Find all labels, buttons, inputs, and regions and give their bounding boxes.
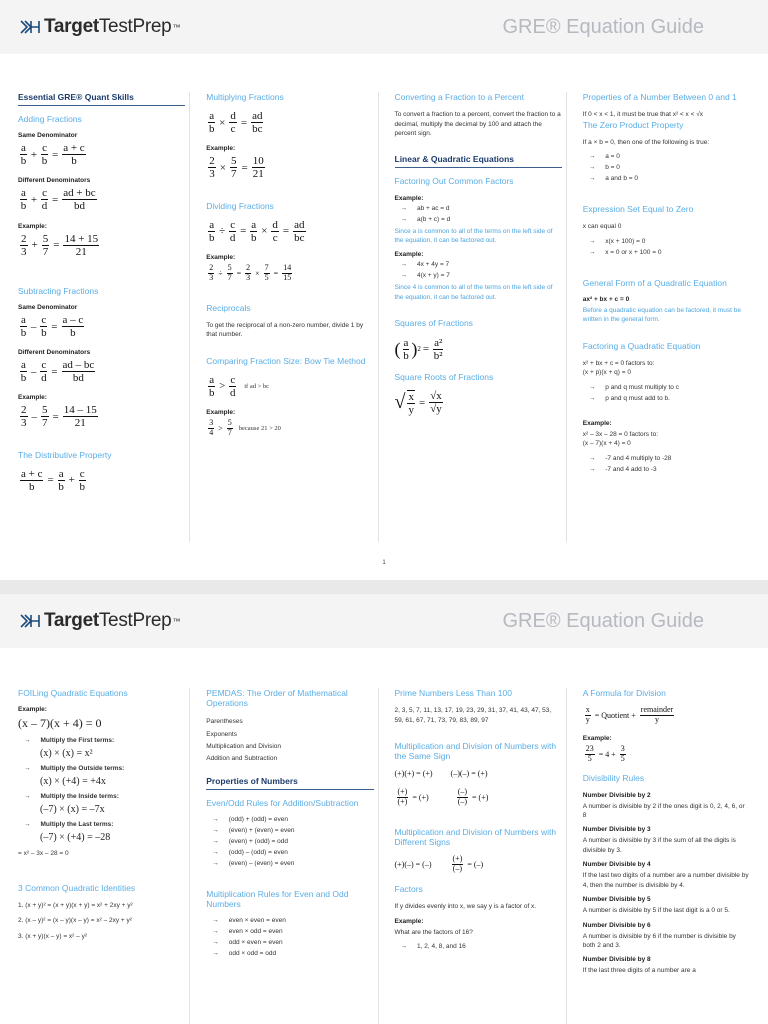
subheading: Multiplication and Division of Numbers with Different Signs xyxy=(394,827,557,848)
column-2: Multiplying Fractions $\frac{a}{b}$ × $\frac{d}{c}$ = $\frac{ad}{bc}$ Example: $\frac{2}{3}$ × $\frac{5}{7}$ = $\frac{10}{21}$ Dividing Fractions $\frac{a}{b}$ ÷ $\frac{c}{d}$ = $\frac{a}{b}$ × $\frac{d}{c}$ = $\frac{ad}{bc}$ Example: $\frac{2}{3}$ ÷ $\frac{5}{7}$ = $\frac{2}{3}$ × $\frac{7}{5}$ = $\frac{14}{15}$ Reciprocals To get the reciprocal of a non-zero number, divide 1 by that number. Comparing Fraction Size: Bow Tie Method $\frac{a}{b}$ > $\frac{c}{d}$ if ad > bc Example: $\frac{3}{4}$ > $\frac{5}{7}$ because 21 > 20 xyxy=(190,92,378,542)
equation: (+)(+) = (+) (–)(–) = (+) xyxy=(394,769,488,779)
equation: $\frac{a}{b}$ > $\frac{c}{d}$ if ad > bc xyxy=(208,373,270,399)
guide-title: GRE® Equation Guide xyxy=(502,15,704,38)
brand-logo[interactable]: Target TestPrep ™ xyxy=(20,610,180,632)
column-1: FOILing Quadratic Equations Example: (x – 7)(x + 4) = 0 → Multiply the First terms: (x) × (x) = x² → Multiply the Outside terms: (x) × (+4) = +4x → Multiply the Inside terms: (–7) × (x) = –7x → Multiply the Last terms: (–7) × (+4) = –28 = x² – 3x – 28 = 0 3 Common Quadratic Identities 1. (x + y)² = (x + y)(x + y) = x² + 2xy + y² 2. (x – y)² = (x – y)(x – y) = x² – 2xy + y² 3. (x + y)(x – y) = x² – y² xyxy=(14,688,190,1024)
subheading: FOILing Quadratic Equations xyxy=(18,688,128,698)
target-logo-icon xyxy=(20,614,40,628)
equation: $\frac{2}{3}$ + $\frac{5}{7}$ = $\frac{14 + 15}{21}$ xyxy=(21,232,99,258)
subheading: A Formula for Division xyxy=(582,688,666,698)
subheading: Divisibility Rules xyxy=(582,773,645,784)
equation: $\frac{a}{b}$ – $\frac{c}{b}$ = $\frac{a - c}{b}$ xyxy=(20,313,84,340)
equation: (+)(–) = (–) $\frac{(+)}{(-)}$ = (–) xyxy=(394,854,484,874)
brand-bold: Target xyxy=(44,610,99,631)
subheading: Square Roots of Fractions xyxy=(394,371,494,382)
section-title: Properties of Numbers xyxy=(206,776,373,790)
brand-bold: Target xyxy=(44,16,99,37)
pemdas-list: Parentheses Exponents Multiplication and Division Addition and Subtraction xyxy=(206,718,282,763)
subheading: Prime Numbers Less Than 100 xyxy=(394,688,512,698)
brand-logo[interactable]: Target TestPrep ™ xyxy=(20,16,180,38)
section-title: Essential GRE® Quant Skills xyxy=(18,92,185,106)
page-header xyxy=(0,594,768,648)
equation: $\frac{a}{b}$ + $\frac{c}{d}$ = $\frac{ad + bc}{bd}$ xyxy=(20,187,96,213)
equation: $\frac{2}{3}$ ÷ $\frac{5}{7}$ = $\frac{2}{3}$ × $\frac{7}{5}$ = $\frac{14}{15}$ xyxy=(209,262,292,282)
subheading: Factoring a Quadratic Equation xyxy=(582,340,701,351)
subheading: 3 Common Quadratic Identities xyxy=(18,882,136,893)
equation: $\frac{(+)}{(+)}$ = (+) $\frac{(-)}{(-)}$ = (+) xyxy=(397,787,489,807)
page-number: 1 xyxy=(382,560,386,566)
page-header xyxy=(0,0,768,54)
column-3: Prime Numbers Less Than 100 2, 3, 5, 7, 11, 13, 17, 19, 23, 29, 31, 37, 41, 43, 47, 53, 59, 61, 67, 71, 73, 79, 83, 89, 97 Multiplication and Division of Numbers with the Same Sign (+)(+) = (+) (–)(–) = (+) $\frac{(+)}{(+)}$ = (+) $\frac{(-)}{(-)}$ = (+) Multiplication and Division of Numbers with Different Signs (+)(–) = (–) $\frac{(+)}{(-)}$ = (–) Factors If y divides evenly into x, we say y is a factor of x. Example: What are the factors of 16? → 1, 2, 4, 8, and 16 xyxy=(379,688,567,1024)
subheading: General Form of a Quadratic Equation xyxy=(582,277,727,288)
subheading: Expression Set Equal to Zero xyxy=(582,204,694,215)
subheading: PEMDAS: The Order of Mathematical Operations xyxy=(206,688,348,709)
subheading: Subtracting Fractions xyxy=(18,285,99,296)
subheading: The Distributive Property xyxy=(18,449,112,460)
target-logo-icon xyxy=(20,20,40,34)
equation: √ $\frac{x}{y}$ = $\frac{√x}{√y}$ xyxy=(394,390,442,416)
column-4: Properties of a Number Between 0 and 1 If 0 < x < 1, it must be true that x² < x < √x The Zero Product Property If a × b = 0, then one of the following is true: → a = 0 → b = 0 → a and b = 0 Expression Set Equal to Zero x can equal 0 → x(x + 100) = 0 → x = 0 or x + 100 = 0 General Form of a Quadratic Equation ax² + bx + c = 0 Before a quadratic equation can be factored, it must be written in the general form. Factoring a Quadratic Equation x² + bx + c = 0 factors to: (x + p)(x + q) = 0 → p and q must multiply to c → p and q must add to b. Example: x² – 3x – 28 = 0 factors to: (x – 7)(x + 4) = 0 → -7 and 4 multiply to -28 → -7 and 4 add to -3 xyxy=(567,92,754,542)
equation: $\frac{x}{y}$ = Quotient + $\frac{\text{remainder}}{y}$ xyxy=(585,705,674,724)
equation: $\frac{a}{b}$ × $\frac{d}{c}$ = $\frac{ad}{bc}$ xyxy=(208,110,263,136)
page-2 xyxy=(0,594,768,1024)
equation: $\frac{3}{4}$ > $\frac{5}{7}$ because 21 > 20 xyxy=(209,417,281,437)
brand-light: TestPrep xyxy=(98,16,172,37)
column-4: A Formula for Division $\frac{x}{y}$ = Quotient + $\frac{\text{remainder}}{y}$ Example: $\frac{23}{5}$ = 4 + $\frac{3}{5}$ Divisibility Rules Number Divisible by 2 A number is divisible by 2 if the ones digit is 0, 2, 4, 6, or 8 Number Divisible by 3 A number is divisible by 3 if the sum of all the digits is divisible by 3. Number Divisible by 4 If the last two digits of a number are a number divisible by 4, then the number is divisible by 4. Number Divisible by 5 A number is divisible by 5 if the last digit is a 0 or 5. Number Divisible by 6 A number is divisible by 6 if the number is divisible by both 2 and 3. Number Divisible by 8 If the last three digits of a number are a xyxy=(582,688,749,975)
column-1: Essential GRE® Quant Skills Adding Fractions Same Denominator $\frac{a}{b}$ + $\frac{c}{b}$ = $\frac{a + c}{b}$ Different Denominators $\frac{a}{b}$ + $\frac{c}{d}$ = $\frac{ad + bc}{bd}$ Example: $\frac{2}{3}$ + $\frac{5}{7}$ = $\frac{14 + 15}{21}$ Subtracting Fractions Same Denominator $\frac{a}{b}$ – $\frac{c}{b}$ = $\frac{a - c}{b}$ Different Denominators $\frac{a}{b}$ – $\frac{c}{d}$ = $\frac{ad - bc}{bd}$ Example: $\frac{2}{3}$ – $\frac{5}{7}$ = $\frac{14 - 15}{21}$ The Distributive Property $\frac{a + c}{b}$ = $\frac{a}{b}$ + $\frac{c}{b}$ xyxy=(14,92,190,542)
subheading: Factoring Out Common Factors xyxy=(394,176,514,187)
equation: $\frac{a + c}{b}$ = $\frac{a}{b}$ + $\frac{c}{b}$ xyxy=(21,467,85,493)
subheading: The Zero Product Property xyxy=(582,119,684,130)
section-title: Linear & Quadratic Equations xyxy=(395,154,562,168)
subheading: Reciprocals xyxy=(206,302,251,313)
equation: ( $\frac{a}{b}$ ) 2 = $\frac{\text{a²}}{\text{b²}}$ xyxy=(394,336,443,362)
subheading: Multiplication and Division of Numbers with the Same Sign xyxy=(394,741,557,762)
subheading: Multiplication Rules for Even and Odd Numbers xyxy=(206,888,349,910)
subheading: Dividing Fractions xyxy=(206,200,274,211)
equation: $\frac{a}{b}$ + $\frac{c}{b}$ = $\frac{a + c}{b}$ xyxy=(20,142,85,168)
equation: $\frac{2}{3}$ – $\frac{5}{7}$ = $\frac{14 - 15}{21}$ xyxy=(21,404,97,430)
subheading: Converting a Fraction to a Percent xyxy=(394,92,524,102)
subheading: Factors xyxy=(394,883,423,894)
subheading: Adding Fractions xyxy=(18,114,82,124)
equation: $\frac{a}{b}$ ÷ $\frac{c}{d}$ = $\frac{a}{b}$ × $\frac{d}{c}$ = $\frac{ad}{bc}$ xyxy=(208,218,305,244)
subheading: Even/Odd Rules for Addition/Subtraction xyxy=(206,797,359,808)
equation: $\frac{23}{5}$ = 4 + $\frac{3}{5}$ xyxy=(585,743,625,763)
subheading: Multiplying Fractions xyxy=(206,92,284,102)
guide-title: GRE® Equation Guide xyxy=(502,609,704,632)
equation: $\frac{2}{3}$ × $\frac{5}{7}$ = $\frac{10}{21}$ xyxy=(209,155,264,181)
brand-light: TestPrep xyxy=(98,610,172,631)
column-3: Converting a Fraction to a Percent To convert a fraction to a percent, convert the fraction to a decimal, multiply the decimal by 100 and attach the percent sign. Linear & Quadratic Equations Factoring Out Common Factors Example: → ab + ac = d → a(b + c) = d Since a is common to all of the terms on the left side of the equation, it can be factored out. Example: → 4x + 4y = 7 → 4(x + y) = 7 Since 4 is common to all of the terms on the left side of the equation, it can be factored out. Squares of Fractions ( $\frac{a}{b}$ ) 2 = $\frac{\text{a²}}{\text{b²}}$ Square Roots of Fractions √ $\frac{x}{y}$ = $\frac{√x}{√y}$ xyxy=(379,92,567,542)
subheading: Comparing Fraction Size: Bow Tie Method xyxy=(206,355,366,366)
subheading: Squares of Fractions xyxy=(394,318,473,329)
column-2: PEMDAS: The Order of Mathematical Operations Parentheses Exponents Multiplication and Division Addition and Subtraction Properties of Numbers Even/Odd Rules for Addition/Subtraction → (odd) + (odd) = even → (even) + (even) = even → (even) + (odd) = odd → (odd) – (odd) = even → (even) – (even) = even Multiplication Rules for Even and Odd Numbers → even × even = even → even × odd = even → odd × even = even → odd × odd = odd xyxy=(190,688,378,1024)
equation: $\frac{a}{b}$ – $\frac{c}{d}$ = $\frac{ad - bc}{bd}$ xyxy=(20,359,95,385)
subheading: Properties of a Number Between 0 and 1 xyxy=(582,92,737,102)
